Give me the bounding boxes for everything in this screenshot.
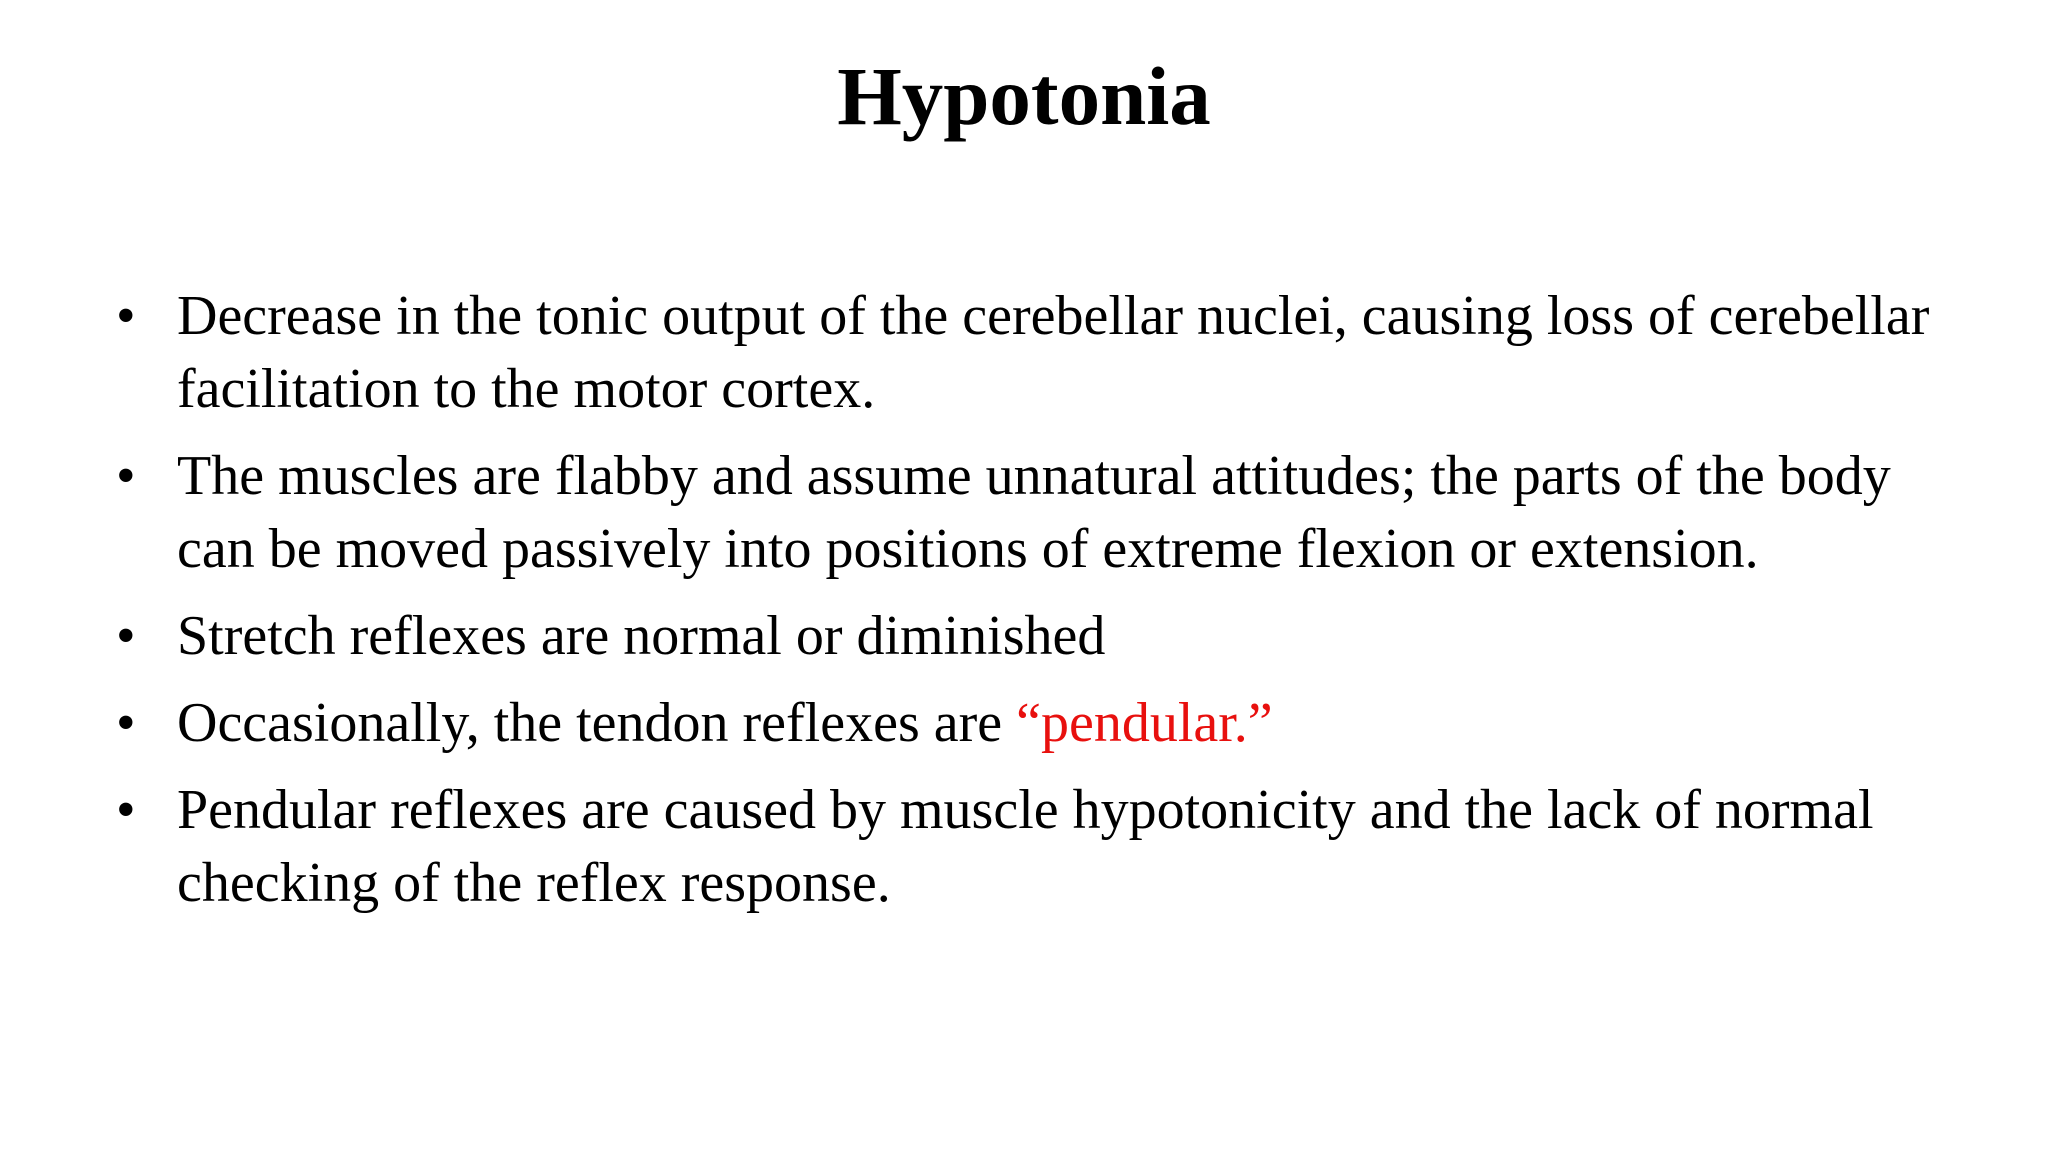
bullet-text: Decrease in the tonic output of the cerebellar nuclei, causing loss of cerebellar facilitation to the motor cortex. (177, 285, 1930, 420)
bullet-item (112, 687, 1932, 760)
bullet-text: The muscles are flabby and assume unnatural attitudes; the parts of the body can be moved passively into positions of extreme flexion or extension. (177, 445, 1891, 580)
slide-title: Hypotonia (837, 50, 1211, 142)
bullet-item (112, 774, 1932, 920)
bullet-marker: • (116, 285, 136, 347)
bullet-list (112, 280, 1932, 934)
bullet-text: Pendular reflexes are caused by muscle hypotonicity and the lack of normal checking of the reflex response. (177, 779, 1874, 914)
bullet-item (112, 440, 1932, 586)
bullet-marker: • (116, 692, 136, 754)
bullet-item (112, 280, 1932, 426)
bullet-marker: • (116, 445, 136, 507)
bullet-text: Stretch reflexes are normal or diminished (177, 605, 1106, 667)
bullet-item (112, 600, 1932, 673)
bullet-marker: • (116, 779, 136, 841)
bullet-text: Occasionally, the tendon reflexes are (177, 692, 1017, 754)
bullet-marker: • (116, 605, 136, 667)
highlighted-term: “pendular.” (1016, 692, 1273, 754)
